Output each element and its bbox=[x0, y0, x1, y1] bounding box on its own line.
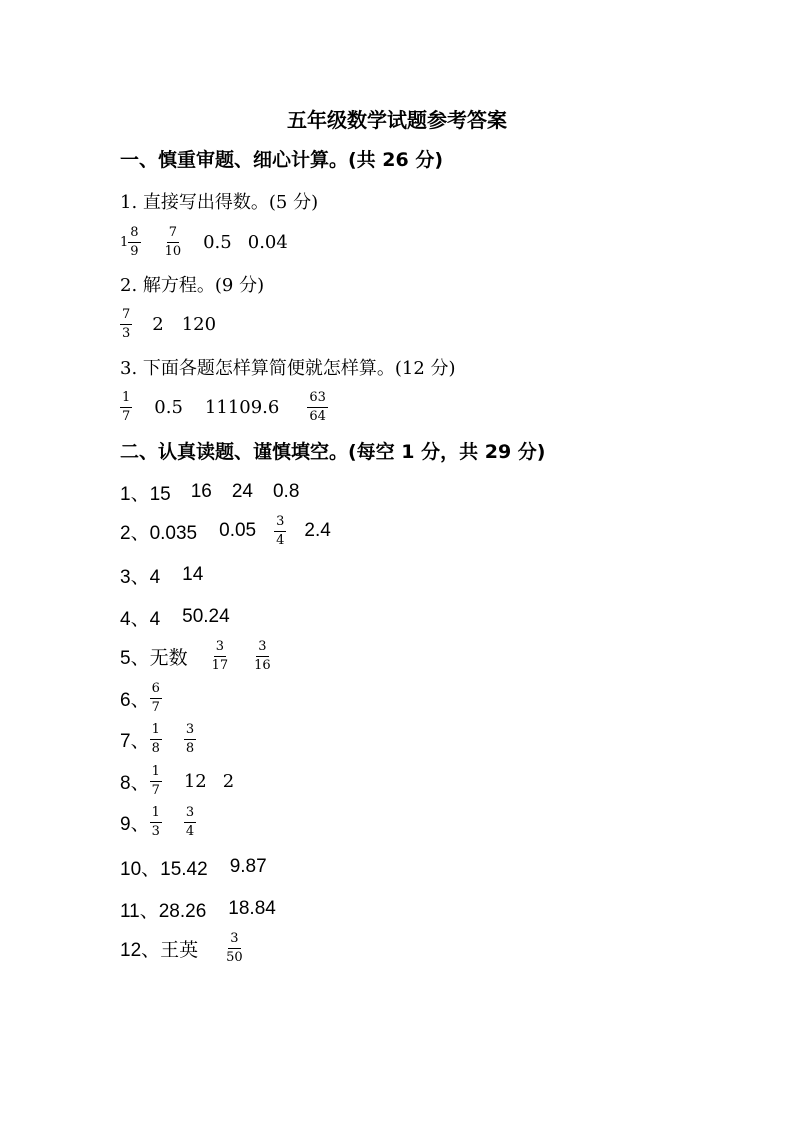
fraction bbox=[184, 722, 196, 756]
s2-item-7 bbox=[120, 719, 196, 759]
q1-answer-3: 0.5 bbox=[203, 231, 232, 253]
s2-item-6 bbox=[120, 678, 162, 718]
q1-answer-2 bbox=[163, 225, 184, 259]
item-label: 12、王英 bbox=[120, 939, 199, 961]
denominator: 8 bbox=[185, 740, 195, 756]
s2-item-9 bbox=[120, 802, 196, 842]
fraction bbox=[274, 514, 286, 548]
q1-answer-4: 0.04 bbox=[247, 231, 288, 253]
s2-item-8 bbox=[120, 761, 234, 801]
fraction bbox=[210, 639, 231, 673]
section-2-heading: 二、认真读题、谨慎填空。(每空 1 分，共 29 分) bbox=[120, 440, 546, 463]
item-value: 2 bbox=[222, 770, 235, 792]
item-label: 10、15.42 bbox=[120, 858, 208, 880]
fraction bbox=[224, 931, 245, 965]
numerator: 3 bbox=[256, 639, 268, 657]
denominator: 64 bbox=[309, 408, 326, 424]
numerator: 3 bbox=[184, 805, 196, 823]
item-value: 14 bbox=[182, 564, 204, 585]
item-value: 0.8 bbox=[272, 481, 300, 502]
numerator: 7 bbox=[167, 225, 179, 243]
q3-answer-2: 0.5 bbox=[154, 396, 183, 418]
item-label: 1、15 bbox=[120, 483, 171, 505]
fraction bbox=[150, 805, 162, 839]
q3-answer-1 bbox=[120, 390, 132, 424]
numerator: 3 bbox=[214, 639, 226, 657]
item-value: 0.05 bbox=[219, 520, 257, 541]
item-value: 50.24 bbox=[182, 606, 230, 627]
numerator: 7 bbox=[120, 307, 132, 325]
q2-answer-3: 120 bbox=[181, 313, 217, 335]
item-label: 3、4 bbox=[120, 566, 161, 588]
q3-answer-3: 11109.6 bbox=[204, 396, 280, 418]
denominator: 3 bbox=[122, 325, 131, 341]
numerator: 3 bbox=[228, 931, 240, 949]
s2-item-5 bbox=[120, 636, 273, 676]
denominator: 50 bbox=[226, 949, 243, 965]
numerator: 63 bbox=[307, 390, 328, 408]
item-label: 11、28.26 bbox=[120, 900, 207, 922]
fraction bbox=[150, 722, 162, 756]
item-label: 9、 bbox=[120, 813, 150, 835]
denominator: 3 bbox=[151, 823, 160, 839]
fraction bbox=[150, 764, 162, 798]
item-label: 8、 bbox=[120, 772, 150, 794]
item-value: 18.84 bbox=[228, 898, 276, 919]
q1-label: 1. 直接写出得数。(5 分) bbox=[120, 192, 319, 213]
item-label: 7、 bbox=[120, 730, 150, 752]
denominator: 16 bbox=[254, 657, 271, 673]
numerator: 1 bbox=[150, 805, 162, 823]
q2-label: 2. 解方程。(9 分) bbox=[120, 275, 265, 296]
item-label: 5、无数 bbox=[120, 647, 188, 669]
denominator: 17 bbox=[211, 657, 229, 673]
item-label: 2、0.035 bbox=[120, 522, 198, 544]
s2-item-4 bbox=[120, 597, 230, 637]
q3-answers bbox=[120, 387, 328, 427]
numerator: 1 bbox=[120, 390, 132, 408]
s2-item-12 bbox=[120, 928, 245, 968]
fraction bbox=[184, 805, 196, 839]
s2-item-2 bbox=[120, 511, 331, 551]
denominator: 10 bbox=[164, 243, 182, 259]
item-label: 6、 bbox=[120, 689, 150, 711]
q2-answers bbox=[120, 304, 216, 344]
q3-label: 3. 下面各题怎样算简便就怎样算。(12 分) bbox=[120, 358, 456, 379]
s2-item-11 bbox=[120, 889, 276, 929]
s2-item-10 bbox=[120, 847, 267, 887]
numerator: 3 bbox=[274, 514, 286, 532]
denominator: 7 bbox=[151, 699, 160, 715]
numerator: 1 bbox=[150, 764, 162, 782]
denominator: 8 bbox=[151, 740, 160, 756]
denominator: 7 bbox=[151, 782, 160, 798]
denominator: 4 bbox=[185, 823, 195, 839]
mixed-whole: 1 bbox=[120, 234, 129, 250]
item-value: 9.87 bbox=[229, 856, 267, 877]
numerator: 6 bbox=[150, 681, 162, 699]
numerator: 3 bbox=[184, 722, 196, 740]
denominator: 4 bbox=[276, 532, 285, 548]
section-1-heading: 一、慎重审题、细心计算。(共 26 分) bbox=[120, 148, 444, 171]
numerator: 1 bbox=[150, 722, 162, 740]
q3-answer-4 bbox=[307, 390, 328, 424]
q2-answer-2: 2 bbox=[152, 313, 164, 335]
fraction bbox=[252, 639, 273, 673]
denominator: 9 bbox=[130, 243, 139, 259]
s2-item-3 bbox=[120, 555, 203, 595]
page-title: 五年级数学试题参考答案 bbox=[287, 108, 507, 132]
s2-item-1 bbox=[120, 472, 299, 512]
item-value: 24 bbox=[231, 481, 253, 502]
item-value: 2.4 bbox=[304, 520, 331, 541]
item-value: 16 bbox=[190, 481, 212, 502]
q2-answer-1 bbox=[120, 307, 132, 341]
fraction bbox=[150, 681, 162, 715]
item-label: 4、4 bbox=[120, 608, 161, 630]
fraction bbox=[128, 225, 140, 259]
q1-answer-1 bbox=[120, 225, 141, 259]
item-value: 12 bbox=[183, 770, 207, 792]
denominator: 7 bbox=[122, 408, 131, 424]
numerator: 8 bbox=[128, 225, 140, 243]
q1-answers bbox=[120, 222, 288, 262]
